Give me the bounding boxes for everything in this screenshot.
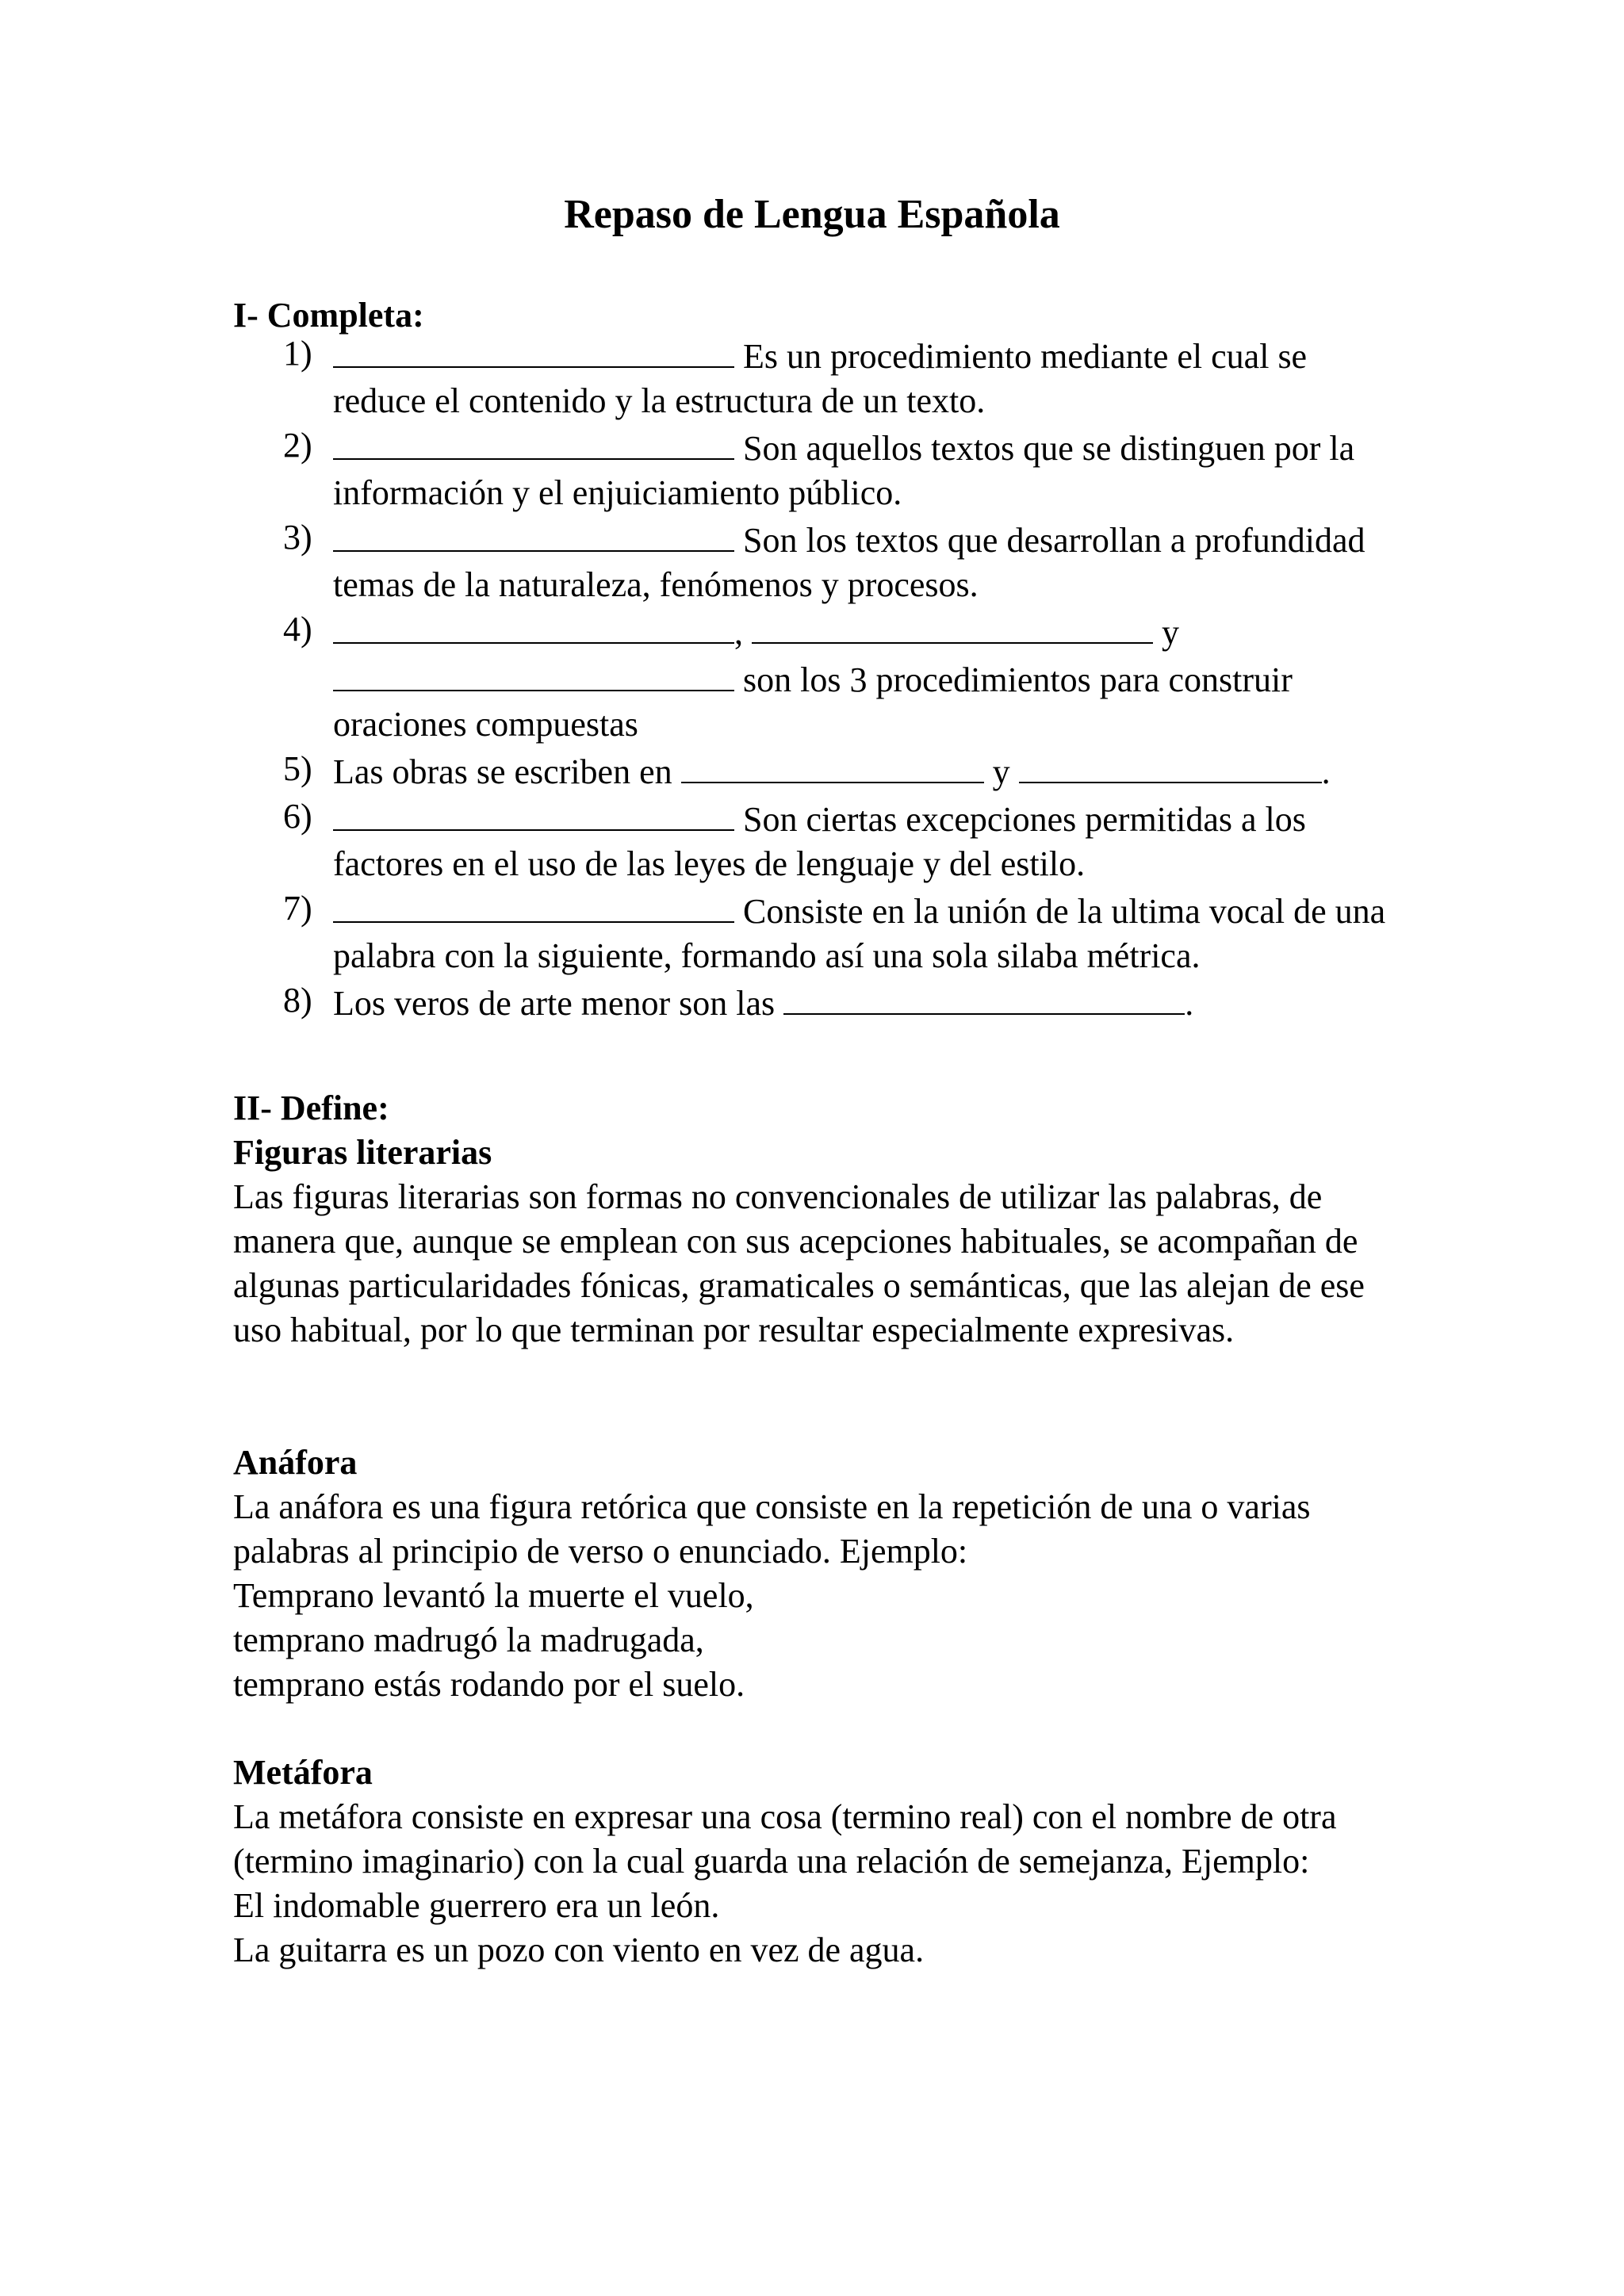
term-heading: Metáfora — [233, 1753, 373, 1792]
item-number: 6) — [283, 797, 312, 836]
example-line: temprano estás rodando por el suelo. — [233, 1665, 745, 1704]
item-number: 1) — [283, 334, 312, 373]
definition-figuras-literarias — [233, 1131, 1407, 1353]
answer-blank[interactable] — [783, 978, 1185, 1015]
item-text: Las obras se escriben en — [333, 752, 672, 791]
list-item — [233, 978, 1407, 1026]
item-number: 4) — [283, 610, 312, 649]
item-text: Es un procedimiento mediante el cual se reduce el contenido y la estructura de un texto. — [333, 337, 1308, 420]
answer-blank[interactable] — [333, 794, 734, 831]
example-line: La guitarra es un pozo con viento en vez de agua. — [233, 1931, 925, 1969]
item-number: 3) — [283, 518, 312, 557]
item-separator: y — [1162, 613, 1179, 652]
section-1-heading: I- Completa: — [233, 296, 424, 335]
item-separator: , — [734, 613, 743, 652]
answer-blank[interactable] — [333, 886, 734, 923]
list-item — [233, 607, 1407, 747]
answer-blank[interactable] — [752, 607, 1153, 644]
answer-blank[interactable] — [681, 747, 984, 783]
completion-list — [233, 331, 1407, 1026]
item-text: Son los textos que desarrollan a profundidad temas de la naturaleza, fenómenos y procesos. — [333, 521, 1365, 604]
list-item — [233, 423, 1407, 515]
definition-text: La metáfora consiste en expresar una cosa (termino real) con el nombre de otra (termino imaginario) con la cual guarda una relación de semejanza, Ejemplo: — [233, 1797, 1337, 1881]
answer-blank[interactable] — [1019, 747, 1322, 783]
definition-anafora — [233, 1441, 1407, 1707]
item-text: Los veros de arte menor son las — [333, 984, 776, 1023]
answer-blank[interactable] — [333, 655, 734, 691]
section-2-heading: II- Define: — [233, 1089, 389, 1127]
item-separator: y — [992, 752, 1010, 791]
list-item — [233, 331, 1407, 423]
answer-blank[interactable] — [333, 423, 734, 460]
item-number: 2) — [283, 426, 312, 465]
list-item — [233, 794, 1407, 886]
item-text: Son ciertas excepciones permitidas a los factores en el uso de las leyes de lenguaje y del estilo. — [333, 800, 1306, 883]
item-text-end: . — [1185, 984, 1194, 1023]
example-line: Temprano levantó la muerte el vuelo, — [233, 1576, 754, 1615]
item-text: Consiste en la unión de la ultima vocal de una palabra con la siguiente, formando así una sola silaba métrica. — [333, 892, 1386, 975]
answer-blank[interactable] — [333, 515, 734, 552]
item-number: 5) — [283, 749, 312, 788]
item-text-end: . — [1321, 752, 1331, 791]
answer-blank[interactable] — [333, 331, 734, 368]
item-text: Son aquellos textos que se distinguen por la información y el enjuiciamiento público. — [333, 429, 1355, 512]
page-title: Repaso de Lengua Española — [564, 192, 1060, 237]
definition-text: La anáfora es una figura retórica que consiste en la repetición de una o varias palabras al principio de verso o enunciado. Ejemplo: — [233, 1487, 1311, 1571]
item-number: 7) — [283, 889, 312, 928]
example-line: temprano madrugó la madrugada, — [233, 1621, 704, 1659]
answer-blank[interactable] — [333, 607, 734, 644]
example-line: El indomable guerrero era un león. — [233, 1886, 720, 1925]
term-heading: Figuras literarias — [233, 1133, 492, 1172]
term-heading: Anáfora — [233, 1443, 358, 1482]
list-item — [233, 515, 1407, 607]
list-item — [233, 886, 1407, 978]
list-item — [233, 747, 1407, 794]
item-number: 8) — [283, 981, 312, 1020]
definition-text: Las figuras literarias son formas no convencionales de utilizar las palabras, de manera que, aunque se emplean con sus acepciones habituales, se acompañan de algunas particularidades fónicas, gramaticales o semánticas, que las alejan de ese uso habitual, por lo que terminan por resultar especialmente expresivas. — [233, 1177, 1365, 1349]
item-text: son los 3 procedimientos para construir oraciones compuestas — [333, 660, 1293, 744]
definition-metafora — [233, 1751, 1407, 1973]
